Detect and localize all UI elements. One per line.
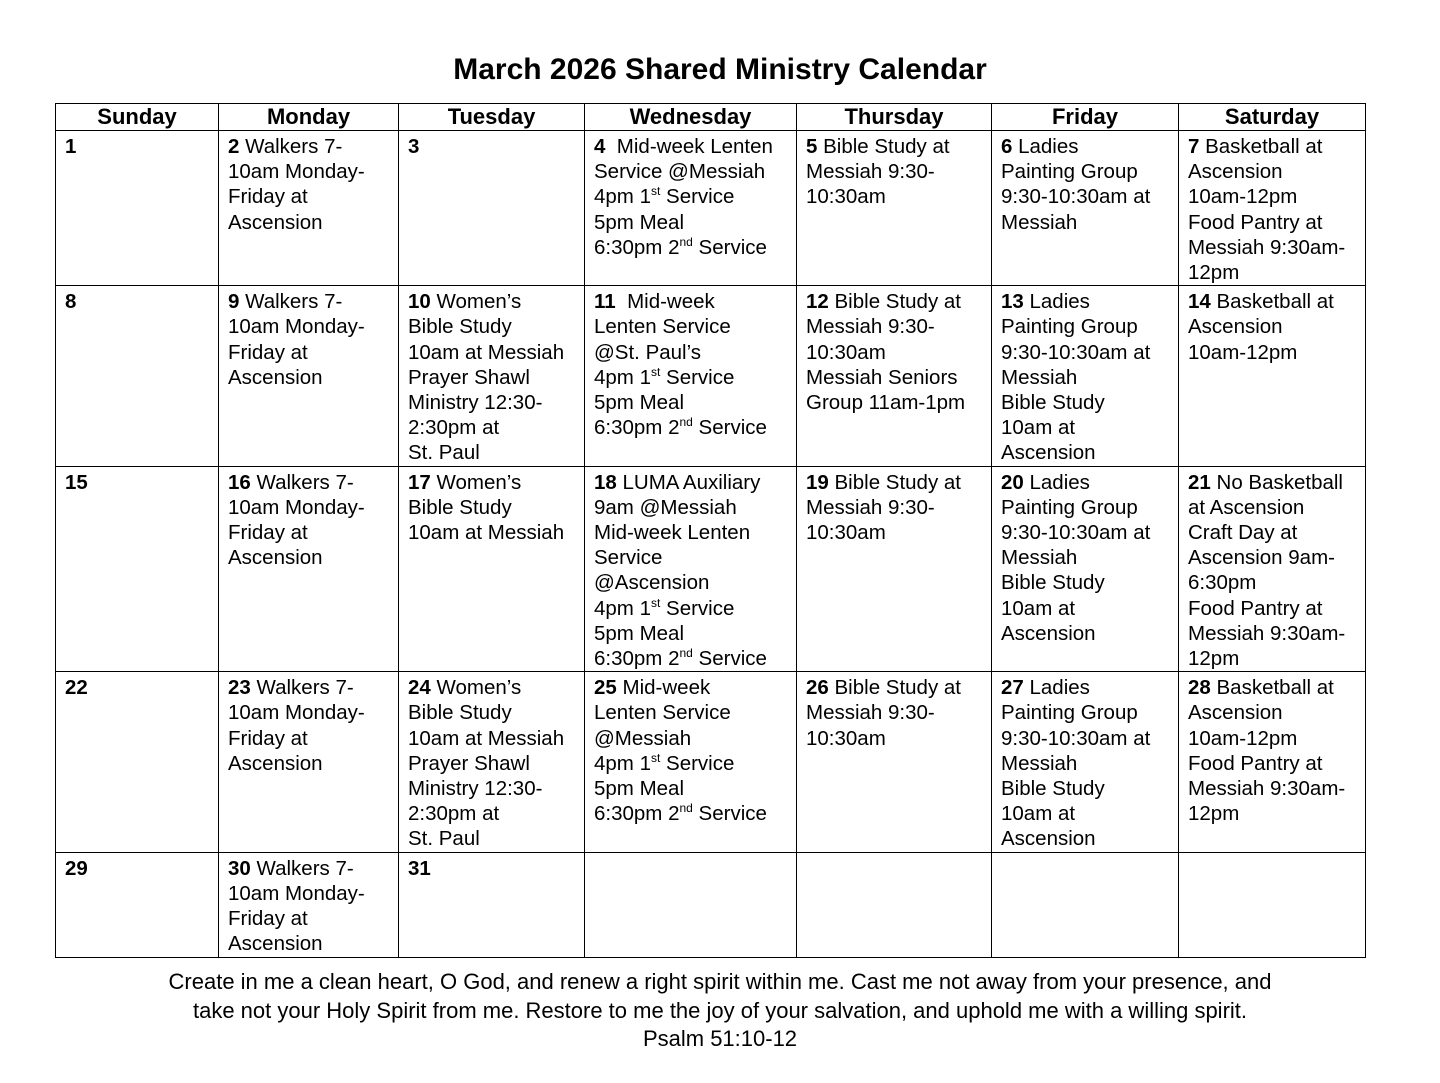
event-text: Bible Study at: [828, 470, 962, 494]
day-number: 24: [408, 676, 431, 700]
day-first-line: [408, 134, 576, 159]
event-text: Mid-week Lenten: [605, 135, 773, 158]
event-line: Bible Study: [1001, 391, 1105, 415]
day-cell: [219, 466, 399, 672]
event-line: Group 11am-1pm: [806, 391, 966, 415]
day-cell: [56, 466, 219, 672]
event-line: Bible Study: [408, 495, 512, 519]
event-line: @Messiah: [594, 726, 692, 750]
event-line: Painting Group: [1001, 160, 1138, 184]
day-number: 11: [594, 290, 616, 314]
day-number: 17: [408, 470, 431, 494]
verse-line-2: take not your Holy Spirit from me. Restore to me the joy of your salvation, and uphold me with a willing spirit.: [192, 997, 1248, 1023]
event-line: Messiah 9:30-: [806, 495, 935, 519]
day-cell: [585, 131, 797, 286]
event-line: Friday at: [228, 521, 308, 545]
day-number: 26: [806, 676, 829, 700]
header-monday: Monday: [219, 104, 399, 131]
day-first-line: [1188, 289, 1357, 314]
event-line: Bible Study: [1001, 571, 1105, 595]
event-line: 10am Monday-: [228, 701, 365, 725]
event-line: Prayer Shawl: [408, 751, 530, 775]
event-text: Walkers 7-: [239, 135, 343, 158]
event-line: Friday at: [228, 340, 308, 364]
verse-reference: Psalm 51:10-12: [642, 1026, 798, 1051]
day-number: 16: [228, 470, 251, 494]
event-text: Walkers 7-: [239, 290, 343, 314]
event-line: Bible Study: [1001, 777, 1105, 801]
event-line: Mid-week Lenten: [594, 521, 751, 545]
day-cell: [56, 852, 219, 957]
event-line: Ascension: [228, 932, 323, 956]
day-cell: [585, 852, 797, 957]
event-line: Bible Study: [408, 701, 512, 725]
event-text: Bible Study at: [828, 676, 962, 700]
scripture-verse: [0, 968, 1440, 1054]
event-line: Ascension: [1188, 315, 1283, 339]
event-line: 5pm Meal: [594, 621, 685, 645]
event-line: Painting Group: [1001, 701, 1138, 725]
event-line: 9am @Messiah: [594, 495, 737, 519]
day-cell: [797, 466, 992, 672]
day-first-line: [65, 675, 210, 700]
event-line: Prayer Shawl: [408, 365, 530, 389]
week-row: [56, 131, 1366, 286]
event-line: Friday at: [228, 726, 308, 750]
event-line: 10am-12pm: [1188, 340, 1298, 364]
day-number: 4: [594, 135, 606, 158]
day-number: 21: [1188, 470, 1211, 494]
day-cell: [585, 672, 797, 852]
event-line: 6:30pm 2nd Service: [594, 415, 767, 440]
day-number: 28: [1188, 676, 1211, 700]
day-first-line: [228, 134, 390, 159]
day-cell: [56, 131, 219, 286]
event-line: 10am at Messiah: [408, 521, 565, 545]
event-text: Mid-week: [615, 290, 715, 314]
event-line: Ascension: [228, 751, 323, 775]
event-line: 10am Monday-: [228, 315, 365, 339]
event-text: Mid-week: [616, 676, 711, 700]
day-cell: [219, 131, 399, 286]
event-line: 2:30pm at: [408, 802, 500, 826]
event-line: Craft Day at: [1188, 521, 1298, 545]
day-first-line: [1188, 470, 1357, 495]
event-line: St. Paul: [408, 827, 480, 851]
day-number: 23: [228, 676, 251, 700]
day-first-line: [1001, 675, 1170, 700]
event-line: Messiah 9:30-: [806, 701, 935, 725]
event-line: 10am at: [1001, 416, 1076, 440]
day-number: 25: [594, 676, 617, 700]
day-number: 18: [594, 470, 617, 494]
event-line: 12pm: [1188, 802, 1240, 826]
event-line: 10am-12pm: [1188, 185, 1298, 209]
event-line: Ascension: [1188, 701, 1283, 725]
event-line: 9:30-10:30am at: [1001, 340, 1151, 364]
event-text: No Basketball: [1210, 470, 1343, 494]
header-sunday: Sunday: [56, 104, 219, 131]
day-cell: [219, 286, 399, 466]
event-line: 9:30-10:30am at: [1001, 521, 1151, 545]
event-line: Ascension: [228, 210, 323, 234]
event-line: Lenten Service: [594, 701, 731, 725]
event-line: Ascension: [1001, 827, 1096, 851]
event-line: Messiah 9:30am-: [1188, 777, 1346, 801]
header-saturday: Saturday: [1179, 104, 1366, 131]
event-text: Women’s: [430, 676, 522, 700]
event-line: 4pm 1st Service: [594, 595, 735, 620]
event-line: 10am-12pm: [1188, 726, 1298, 750]
day-cell: [797, 286, 992, 466]
event-text: Basketball at: [1210, 290, 1334, 314]
day-cell: [1179, 286, 1366, 466]
event-text: Ladies: [1023, 676, 1090, 700]
event-line: 10am at Messiah: [408, 726, 565, 750]
day-first-line: [65, 134, 210, 159]
event-text: Women’s: [430, 290, 522, 314]
day-cell: [992, 286, 1179, 466]
day-cell: [797, 852, 992, 957]
day-number: 30: [228, 856, 251, 880]
day-first-line: [1188, 134, 1357, 159]
event-line: 9:30-10:30am at: [1001, 726, 1151, 750]
event-line: 6:30pm 2nd Service: [594, 801, 767, 826]
day-cell: [992, 466, 1179, 672]
verse-line-1: Create in me a clean heart, O God, and renew a right spirit within me. Cast me not away from your presence, and: [168, 969, 1272, 994]
event-text: Bible Study at: [828, 290, 962, 314]
day-first-line: [594, 470, 788, 495]
event-line: Ascension: [1001, 621, 1096, 645]
event-line: 4pm 1st Service: [594, 364, 735, 389]
day-first-line: [228, 675, 390, 700]
day-first-line: [594, 675, 788, 700]
day-cell: [585, 286, 797, 466]
day-number: 20: [1001, 470, 1024, 494]
event-line: 12pm: [1188, 261, 1240, 285]
day-cell: [797, 672, 992, 852]
event-line: 10:30am: [806, 521, 886, 545]
day-number: 8: [65, 290, 77, 314]
day-number: 22: [65, 676, 88, 700]
day-first-line: [1001, 470, 1170, 495]
event-text: Ladies: [1023, 290, 1090, 314]
week-row: [56, 852, 1366, 957]
event-text: Ladies: [1023, 470, 1090, 494]
day-number: 1: [65, 135, 77, 158]
event-line: 10am Monday-: [228, 160, 365, 184]
day-number: 29: [65, 856, 88, 880]
event-line: 9:30-10:30am at: [1001, 185, 1151, 209]
weekday-header-row: [56, 104, 1366, 131]
day-first-line: [228, 289, 390, 314]
day-cell: [399, 852, 585, 957]
day-cell: [1179, 672, 1366, 852]
day-cell: [219, 672, 399, 852]
event-text: LUMA Auxiliary: [616, 470, 761, 494]
event-line: 4pm 1st Service: [594, 750, 735, 775]
day-number: 6: [1001, 135, 1013, 158]
event-line: Ascension 9am-: [1188, 546, 1335, 570]
event-line: @St. Paul’s: [594, 340, 702, 364]
event-line: 12pm: [1188, 647, 1240, 671]
day-first-line: [806, 470, 983, 495]
event-line: Messiah: [1001, 546, 1078, 570]
day-number: 15: [65, 470, 88, 494]
event-line: Friday at: [228, 185, 308, 209]
day-first-line: [806, 675, 983, 700]
day-cell: [1179, 131, 1366, 286]
week-row: [56, 466, 1366, 672]
event-line: Service @Messiah: [594, 160, 766, 184]
event-line: Ascension: [228, 365, 323, 389]
event-line: Messiah: [1001, 365, 1078, 389]
event-line: Painting Group: [1001, 495, 1138, 519]
event-line: St. Paul: [408, 441, 480, 465]
event-line: 5pm Meal: [594, 210, 685, 234]
day-first-line: [1188, 675, 1357, 700]
day-number: 9: [228, 290, 240, 314]
day-cell: [797, 131, 992, 286]
day-first-line: [65, 856, 210, 881]
day-number: 14: [1188, 290, 1211, 314]
day-cell: [399, 672, 585, 852]
day-first-line: [228, 856, 390, 881]
day-first-line: [806, 289, 983, 314]
event-text: Women’s: [430, 470, 522, 494]
day-first-line: [806, 134, 983, 159]
event-line: Messiah 9:30am-: [1188, 235, 1346, 259]
header-wednesday: Wednesday: [585, 104, 797, 131]
day-cell: [399, 286, 585, 466]
event-line: Messiah 9:30-: [806, 315, 935, 339]
day-first-line: [1001, 134, 1170, 159]
event-line: Ministry 12:30-: [408, 777, 543, 801]
day-first-line: [594, 289, 788, 314]
event-line: Messiah 9:30am-: [1188, 621, 1346, 645]
event-text: Basketball at: [1199, 135, 1323, 158]
day-number: 7: [1188, 135, 1200, 158]
day-first-line: [228, 470, 390, 495]
day-cell: [1179, 466, 1366, 672]
day-number: 27: [1001, 676, 1024, 700]
day-number: 3: [408, 135, 420, 158]
event-text: Walkers 7-: [250, 470, 354, 494]
event-line: Service: [594, 546, 663, 570]
event-text: Walkers 7-: [250, 856, 354, 880]
event-line: 6:30pm 2nd Service: [594, 646, 767, 671]
day-first-line: [65, 470, 210, 495]
week-row: [56, 672, 1366, 852]
day-cell: [992, 131, 1179, 286]
event-line: Messiah: [1001, 210, 1078, 234]
day-cell: [992, 852, 1179, 957]
day-first-line: [408, 856, 576, 881]
day-cell: [399, 466, 585, 672]
day-cell: [1179, 852, 1366, 957]
day-first-line: [408, 470, 576, 495]
event-line: 10:30am: [806, 726, 886, 750]
day-first-line: [408, 289, 576, 314]
event-line: 10am at: [1001, 802, 1076, 826]
event-line: 10am Monday-: [228, 495, 365, 519]
event-line: Bible Study: [408, 315, 512, 339]
day-number: 13: [1001, 290, 1024, 314]
day-first-line: [1001, 289, 1170, 314]
event-line: 10:30am: [806, 340, 886, 364]
header-tuesday: Tuesday: [399, 104, 585, 131]
day-first-line: [594, 134, 788, 159]
event-line: 10am at: [1001, 596, 1076, 620]
day-number: 12: [806, 290, 829, 314]
day-number: 19: [806, 470, 829, 494]
event-line: Lenten Service: [594, 315, 731, 339]
day-cell: [219, 852, 399, 957]
event-line: Ascension: [1001, 441, 1096, 465]
event-line: Painting Group: [1001, 315, 1138, 339]
event-line: Food Pantry at: [1188, 751, 1323, 775]
event-line: 2:30pm at: [408, 416, 500, 440]
day-number: 10: [408, 290, 431, 314]
event-line: Ministry 12:30-: [408, 391, 543, 415]
day-first-line: [408, 675, 576, 700]
calendar-title: March 2026 Shared Ministry Calendar: [453, 53, 987, 86]
event-line: Food Pantry at: [1188, 596, 1323, 620]
event-line: 10:30am: [806, 185, 886, 209]
event-line: Food Pantry at: [1188, 210, 1323, 234]
day-first-line: [65, 289, 210, 314]
event-line: Messiah: [1001, 751, 1078, 775]
event-line: Messiah 9:30-: [806, 160, 935, 184]
event-line: Messiah Seniors: [806, 365, 958, 389]
event-text: Walkers 7-: [250, 676, 354, 700]
event-text: Ladies: [1012, 135, 1079, 158]
event-line: Friday at: [228, 907, 308, 931]
event-line: 10am Monday-: [228, 881, 365, 905]
day-cell: [56, 672, 219, 852]
day-cell: [56, 286, 219, 466]
calendar-grid: [55, 103, 1366, 958]
event-line: 10am at Messiah: [408, 340, 565, 364]
header-friday: Friday: [992, 104, 1179, 131]
day-number: 31: [408, 856, 431, 880]
event-line: @Ascension: [594, 571, 710, 595]
day-cell: [399, 131, 585, 286]
day-number: 5: [806, 135, 818, 158]
header-thursday: Thursday: [797, 104, 992, 131]
event-line: 5pm Meal: [594, 391, 685, 415]
event-line: Ascension: [1188, 160, 1283, 184]
event-line: 6:30pm: [1188, 571, 1257, 595]
event-line: 5pm Meal: [594, 777, 685, 801]
day-cell: [585, 466, 797, 672]
event-line: 6:30pm 2nd Service: [594, 234, 767, 259]
week-row: [56, 286, 1366, 466]
event-line: at Ascension: [1188, 495, 1305, 519]
event-text: Bible Study at: [817, 135, 950, 158]
day-cell: [992, 672, 1179, 852]
event-line: 4pm 1st Service: [594, 184, 735, 209]
event-line: Ascension: [228, 546, 323, 570]
day-number: 2: [228, 135, 240, 158]
event-text: Basketball at: [1210, 676, 1334, 700]
